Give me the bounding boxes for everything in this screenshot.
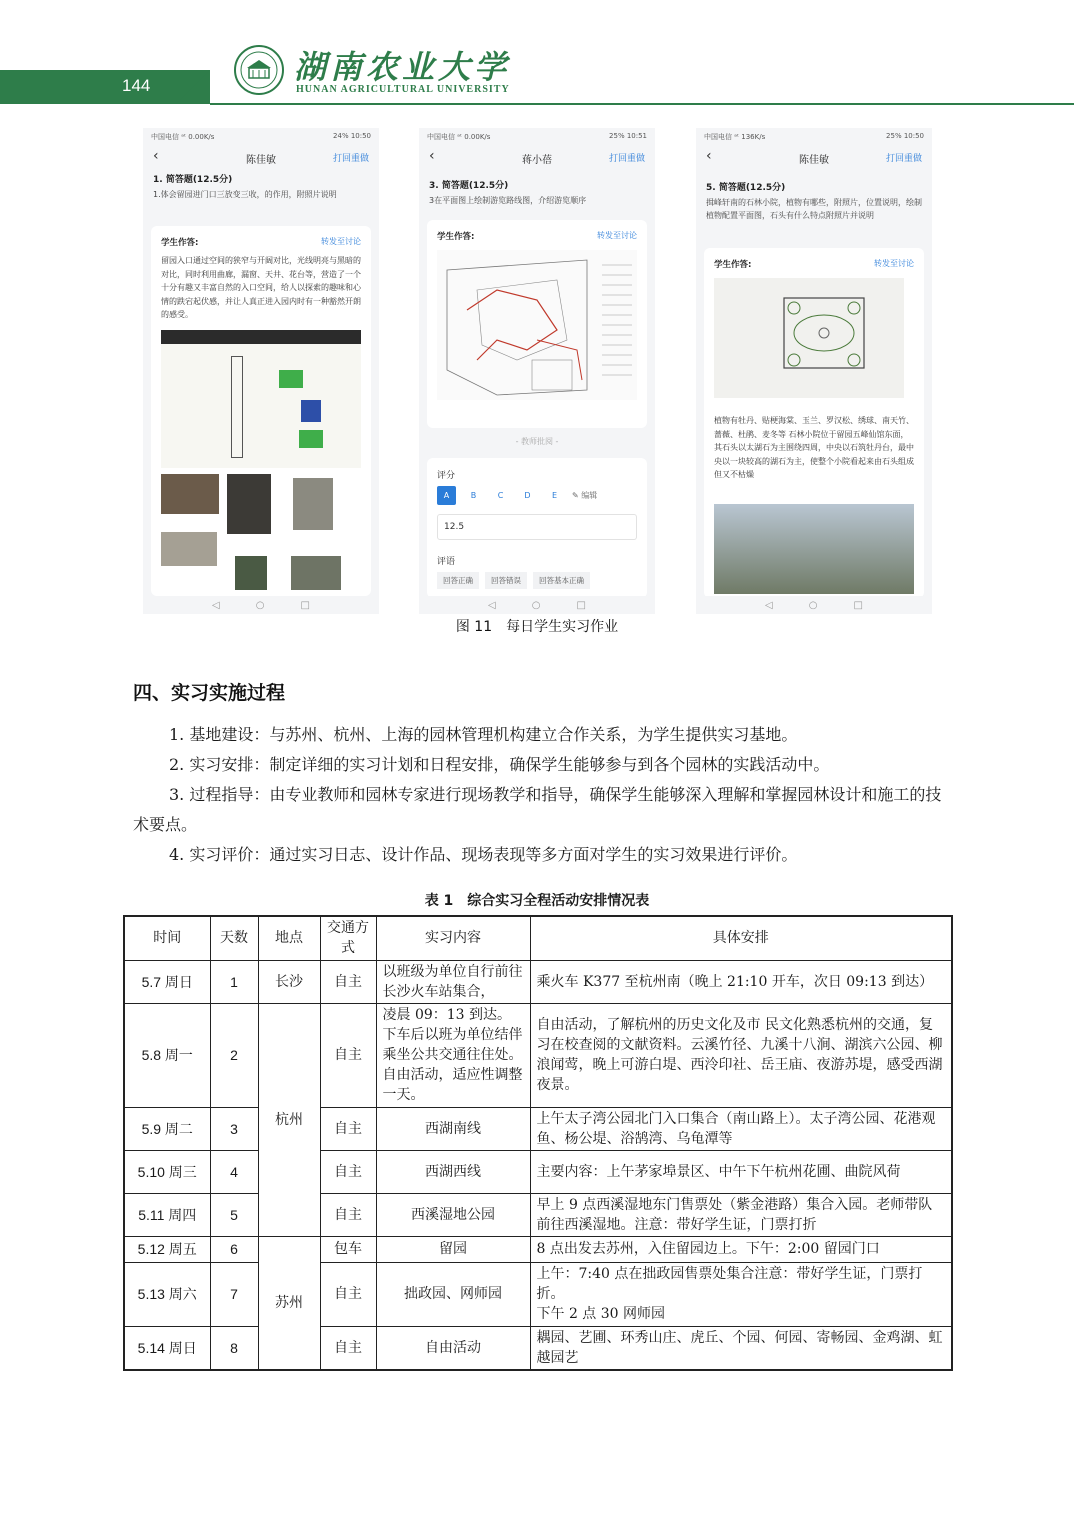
return-redo-button[interactable]: 打回重做 bbox=[332, 154, 369, 164]
day-cell: 7 bbox=[210, 1262, 258, 1326]
content-cell: 留园 bbox=[376, 1236, 530, 1262]
section-title: 四、实习实施过程 bbox=[133, 682, 286, 704]
answer-card bbox=[151, 226, 371, 596]
transport-cell: 自主 bbox=[320, 1262, 376, 1326]
day-cell: 8 bbox=[210, 1326, 258, 1370]
answer-text: 植物有牡丹、贴梗海棠、玉兰、罗汉松、绣球、南天竹、蔷薇、杜鹃、麦冬等 石林小院位于留园五峰仙馆东面，其石头以太湖石为主围绕四周，中央以石筑牡丹台，最中央以一块较高的湖石为主，使整个小院看起来由石头组成但又不枯燥 bbox=[714, 416, 914, 479]
time-cell: 5.12 周五 bbox=[124, 1236, 210, 1262]
paragraph: 1. 基地建设：与苏州、杭州、上海的园林管理机构建立合作关系，为学生提供实习基地。 bbox=[169, 725, 798, 744]
nav-bar bbox=[696, 148, 932, 170]
transport-cell: 自主 bbox=[320, 1107, 376, 1150]
edit-button[interactable]: ✎ 编辑 bbox=[572, 491, 598, 500]
grade-b-button[interactable]: B bbox=[470, 491, 477, 500]
answer-card bbox=[704, 248, 924, 598]
phone-screenshot-1 bbox=[143, 128, 379, 614]
plan-sketch-image bbox=[161, 330, 361, 468]
day-cell: 5 bbox=[210, 1193, 258, 1236]
question-title: 1. 简答题(12.5分) bbox=[153, 175, 233, 185]
detail-cell: 自由活动，了解杭州的历史文化及市 民文化熟悉杭州的交通，复习在校查阅的文献资料。云溪竹径、九溪十八涧、湖滨六公园、柳浪闻莺，晚上可游白堤、西泠印社、岳王庙、夜游苏堤，感受西湖夜景。 bbox=[530, 1003, 952, 1107]
nav-bar bbox=[419, 148, 655, 170]
android-nav-bar bbox=[143, 596, 379, 614]
table-row bbox=[124, 1150, 952, 1193]
table-title: 表 1 综合实习全程活动安排情况表 bbox=[424, 893, 650, 909]
location-cell: 长沙 bbox=[258, 960, 320, 1003]
comment-label: 评语 bbox=[437, 557, 456, 567]
planting-plan-sketch bbox=[714, 278, 904, 398]
day-cell: 3 bbox=[210, 1107, 258, 1150]
detail-cell: 8 点出发去苏州，入住留园边上。下午：2:00 留园门口 bbox=[530, 1236, 952, 1262]
header-cell: 具体安排 bbox=[530, 916, 952, 960]
content-cell: 以班级为单位自行前往长沙火车站集合， bbox=[376, 960, 530, 1003]
question-text: 1.体会留园进门口三放变三收，的作用，附照片说明 bbox=[153, 190, 337, 199]
grade-e-button[interactable]: E bbox=[551, 491, 558, 500]
student-name: 陈佳敏 bbox=[246, 155, 276, 166]
content-cell: 西湖南线 bbox=[376, 1107, 530, 1150]
paragraph: 3. 过程指导：由专业教师和园林专家进行现场教学和指导，确保学生能够深入理解和掌握园林设计和施工的技术要点。 bbox=[133, 785, 942, 834]
page-number: 144 bbox=[122, 76, 151, 95]
score-input[interactable]: 12.5 bbox=[437, 514, 637, 540]
nav-back-icon[interactable]: ◁ bbox=[212, 599, 220, 611]
detail-line: 下午 2 点 30 网师园 bbox=[536, 1306, 666, 1322]
table-row bbox=[124, 1003, 952, 1107]
transport-cell: 自主 bbox=[320, 1193, 376, 1236]
day-cell: 4 bbox=[210, 1150, 258, 1193]
table-row bbox=[124, 1193, 952, 1236]
forward-to-discussion-link[interactable]: 转发至讨论 bbox=[597, 231, 637, 240]
location-cell: 杭州 bbox=[258, 1003, 320, 1236]
nav-home-icon[interactable]: ○ bbox=[808, 599, 818, 611]
detail-cell bbox=[530, 1262, 952, 1326]
transport-cell: 自主 bbox=[320, 960, 376, 1003]
grading-card bbox=[427, 458, 647, 598]
student-name: 陈佳敏 bbox=[799, 155, 829, 166]
time-cell: 5.14 周日 bbox=[124, 1326, 210, 1370]
route-map-image bbox=[437, 250, 637, 400]
table-row bbox=[124, 1326, 952, 1370]
nav-back-icon[interactable]: ◁ bbox=[765, 599, 773, 611]
photo bbox=[235, 556, 267, 590]
grade-d-button[interactable]: D bbox=[524, 491, 531, 500]
transport-cell: 包车 bbox=[320, 1236, 376, 1262]
forward-to-discussion-link[interactable]: 转发至讨论 bbox=[321, 237, 361, 246]
nav-bar bbox=[143, 148, 379, 170]
time-cell: 5.7 周日 bbox=[124, 960, 210, 1003]
header-cell: 实习内容 bbox=[376, 916, 530, 960]
student-name: 蒋小蓓 bbox=[522, 155, 552, 166]
comment-options bbox=[437, 572, 590, 589]
university-name-en: HUNAN AGRICULTURAL UNIVERSITY bbox=[296, 84, 510, 95]
detail-cell: 耦园、艺圃、环秀山庄、虎丘、个园、何园、寄畅园、金鸡湖、虹越园艺 bbox=[530, 1326, 952, 1370]
answer-label: 学生作答: bbox=[437, 232, 475, 242]
transport-cell: 自主 bbox=[320, 1003, 376, 1107]
university-seal-logo bbox=[233, 44, 285, 96]
comment-chip[interactable]: 回答错误 bbox=[485, 572, 527, 589]
detail-cell: 早上 9 点西溪湿地东门售票处（紫金港路）集合入园。老师带队前往西溪湿地。注意：带好学生证，门票打折 bbox=[530, 1193, 952, 1236]
schedule-table bbox=[123, 915, 953, 1371]
back-arrow-icon[interactable]: ‹ bbox=[153, 148, 159, 164]
forward-to-discussion-link[interactable]: 转发至讨论 bbox=[874, 259, 914, 268]
stone-garden-photo bbox=[714, 504, 914, 594]
score-label: 评分 bbox=[437, 471, 456, 481]
time-cell: 5.11 周四 bbox=[124, 1193, 210, 1236]
status-bar: 中国电信 ᵃᵗ 136K/s 25% 10:50 bbox=[704, 132, 924, 141]
detail-cell: 主要内容：上午茅家埠景区、中午下午杭州花圃、曲院风荷 bbox=[530, 1150, 952, 1193]
transport-cell: 自主 bbox=[320, 1150, 376, 1193]
grade-options bbox=[437, 486, 597, 505]
day-cell: 1 bbox=[210, 960, 258, 1003]
time-cell: 5.10 周三 bbox=[124, 1150, 210, 1193]
table-header-row bbox=[124, 916, 952, 960]
header-cell: 天数 bbox=[210, 916, 258, 960]
comment-chip[interactable]: 回答基本正确 bbox=[533, 572, 590, 589]
time-cell: 5.9 周二 bbox=[124, 1107, 210, 1150]
question-text: 揖峰轩南的石林小院，植物有哪些，附照片，位置说明，绘制植物配置平面图，石头有什么特点附照片并说明 bbox=[706, 198, 922, 220]
status-bar: 中国电信 ᵃᵗ 0.00K/s 24% 10:50 bbox=[151, 132, 371, 141]
android-nav-bar bbox=[696, 596, 932, 614]
return-redo-button[interactable]: 打回重做 bbox=[885, 154, 922, 164]
comment-chip[interactable]: 回答正确 bbox=[437, 572, 479, 589]
android-nav-bar bbox=[419, 596, 655, 614]
grade-c-button[interactable]: C bbox=[497, 491, 504, 500]
detail-cell: 上午太子湾公园北门入口集合（南山路上）。太子湾公园、花港观鱼、杨公堤、浴鹄湾、乌龟潭等 bbox=[530, 1107, 952, 1150]
figure-caption: 图 11 每日学生实习作业 bbox=[455, 619, 619, 635]
status-bar: 中国电信 ᵃᵗ 0.00K/s 25% 10:51 bbox=[427, 132, 647, 141]
day-cell: 2 bbox=[210, 1003, 258, 1107]
question-title: 3. 简答题(12.5分) bbox=[429, 181, 509, 191]
question-text: 3在平面图上绘制游览路线图，介绍游览顺序 bbox=[429, 196, 587, 205]
teacher-review-divider: - 教师批阅 - bbox=[515, 437, 559, 446]
photo bbox=[161, 532, 217, 566]
time-cell: 5.13 周六 bbox=[124, 1262, 210, 1326]
content-cell: 自由活动 bbox=[376, 1326, 530, 1370]
nav-recent-icon[interactable]: □ bbox=[576, 599, 586, 611]
header-band-tip bbox=[176, 70, 210, 104]
nav-recent-icon[interactable]: □ bbox=[300, 599, 310, 611]
header-rule bbox=[210, 103, 1074, 105]
grade-a-button[interactable]: A bbox=[437, 486, 456, 505]
content-cell: 凌晨 09：13 到达。下车后以班为单位结伴乘坐公共交通往住处。自由活动，适应性调整一天。 bbox=[376, 1003, 530, 1107]
photo bbox=[293, 478, 333, 530]
question-title: 5. 简答题(12.5分) bbox=[706, 183, 786, 193]
transport-cell: 自主 bbox=[320, 1326, 376, 1370]
answer-label: 学生作答: bbox=[161, 238, 199, 248]
nav-recent-icon[interactable]: □ bbox=[853, 599, 863, 611]
content-cell: 拙政园、网师园 bbox=[376, 1262, 530, 1326]
paragraph: 4. 实习评价：通过实习日志、设计作品、现场表现等多方面对学生的实习效果进行评价。 bbox=[169, 845, 798, 864]
phone-screenshot-3 bbox=[696, 128, 932, 614]
table-row bbox=[124, 1236, 952, 1262]
detail-line: 上午：7:40 点在拙政园售票处集合注意：带好学生证，门票打折。 bbox=[536, 1266, 923, 1302]
answer-card bbox=[427, 220, 647, 428]
nav-home-icon[interactable]: ○ bbox=[255, 599, 265, 611]
answer-label: 学生作答: bbox=[714, 260, 752, 270]
detail-cell: 乘火车 K377 至杭州南（晚上 21:10 开车，次日 09:13 到达） bbox=[530, 960, 952, 1003]
content-cell: 西湖西线 bbox=[376, 1150, 530, 1193]
answer-text: 留园入口通过空间的狭窄与开阔对比，光线明亮与黑暗的对比，同时利用曲廊，漏窗、天井、花台等，营造了一个十分有趣又丰富自然的入口空间，给人以探索的趣味和心情的跌宕起伏感，并让人真正进入园内时有一种豁然开朗的感受。 bbox=[161, 256, 361, 319]
nav-back-icon[interactable]: ◁ bbox=[488, 599, 496, 611]
phone-screenshot-2 bbox=[419, 128, 655, 614]
photo bbox=[291, 556, 341, 590]
table-row bbox=[124, 1262, 952, 1326]
return-redo-button[interactable]: 打回重做 bbox=[608, 154, 645, 164]
table-row bbox=[124, 1107, 952, 1150]
nav-home-icon[interactable]: ○ bbox=[531, 599, 541, 611]
photo bbox=[161, 474, 219, 514]
university-name-cn: 湖南农业大学 bbox=[294, 48, 511, 86]
table-row bbox=[124, 960, 952, 1003]
back-arrow-icon[interactable]: ‹ bbox=[429, 148, 435, 164]
location-cell: 苏州 bbox=[258, 1236, 320, 1370]
back-arrow-icon[interactable]: ‹ bbox=[706, 148, 712, 164]
time-cell: 5.8 周一 bbox=[124, 1003, 210, 1107]
header-cell: 交通方式 bbox=[320, 916, 376, 960]
content-cell: 西溪湿地公园 bbox=[376, 1193, 530, 1236]
photo bbox=[227, 474, 271, 534]
header-cell: 地点 bbox=[258, 916, 320, 960]
header-cell: 时间 bbox=[124, 916, 210, 960]
day-cell: 6 bbox=[210, 1236, 258, 1262]
paragraph: 2. 实习安排：制定详细的实习计划和日程安排，确保学生能够参与到各个园林的实践活动中。 bbox=[169, 755, 830, 774]
